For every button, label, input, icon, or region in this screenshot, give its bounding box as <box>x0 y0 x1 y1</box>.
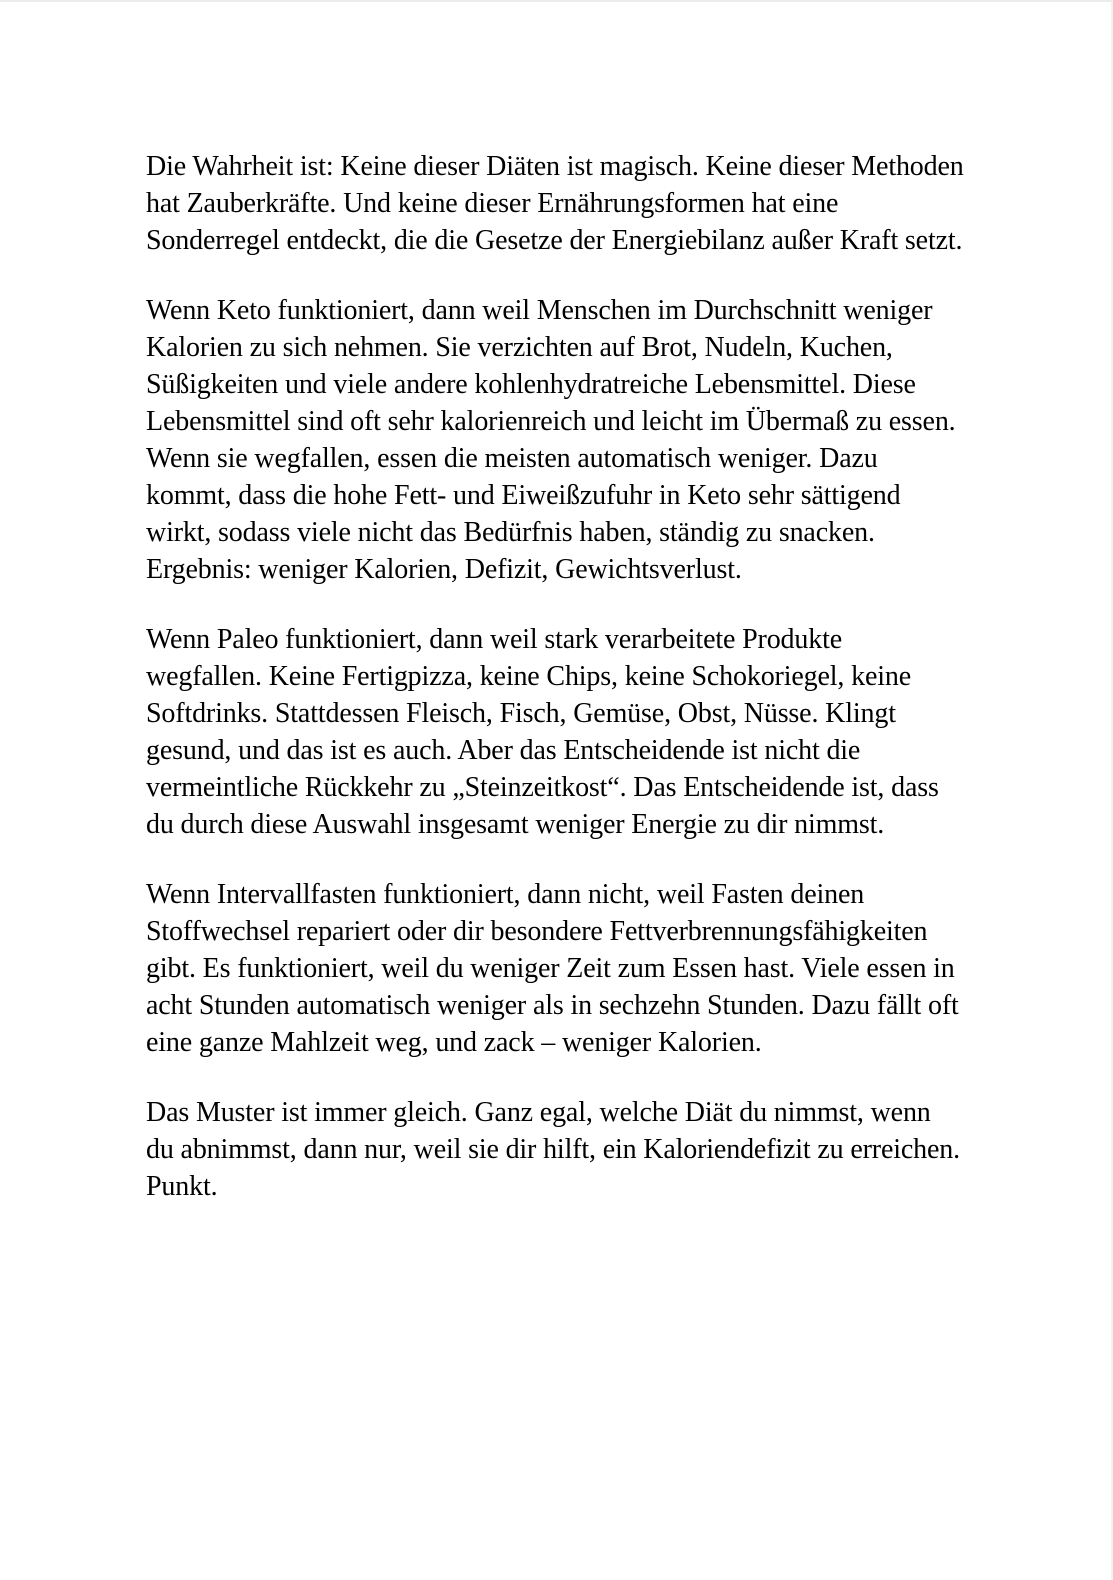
document-body <box>146 148 964 1238</box>
paragraph-keto: Wenn Keto funktioniert, dann weil Menschen im Durchschnitt weniger Kalorien zu sich nehmen. Sie verzichten auf Brot, Nudeln, Kuchen, Süßigkeiten und viele andere kohlenhydratreiche Lebensmittel. Diese Lebensmittel sind oft sehr kalorienreich und leicht im Übermaß zu essen. Wenn sie wegfallen, essen die meisten automatisch weniger. Dazu kommt, dass die hohe Fett- und Eiweißzufuhr in Keto sehr sättigend wirkt, sodass viele nicht das Bedürfnis haben, ständig zu snacken. Ergebnis: weniger Kalorien, Defizit, Gewichtsverlust. <box>146 295 956 585</box>
paragraph-intervallfasten: Wenn Intervallfasten funktioniert, dann nicht, weil Fasten deinen Stoffwechsel repariert oder dir besondere Fettverbrennungsfähigkeiten gibt. Es funktioniert, weil du weniger Zeit zum Essen hast. Viele essen in acht Stunden automatisch weniger als in sechzehn Stunden. Dazu fällt oft eine ganze Mahlzeit weg, und zack – weniger Kalorien. <box>146 879 959 1058</box>
paragraph-conclusion: Das Muster ist immer gleich. Ganz egal, welche Diät du nimmst, wenn du abnimmst, dann nur, weil sie dir hilft, ein Kaloriendefizit zu erreichen. Punkt. <box>146 1097 960 1202</box>
paragraph-paleo: Wenn Paleo funktioniert, dann weil stark verarbeitete Produkte wegfallen. Keine Fertigpizza, keine Chips, keine Schokoriegel, keine Softdrinks. Stattdessen Fleisch, Fisch, Gemüse, Obst, Nüsse. Klingt gesund, und das ist es auch. Aber das Entscheidende ist nicht die vermeintliche Rückkehr zu „Steinzeitkost“. Das Entscheidende ist, dass du durch diese Auswahl insgesamt weniger Energie zu dir nimmst. <box>146 624 939 840</box>
paragraph-intro: Die Wahrheit ist: Keine dieser Diäten ist magisch. Keine dieser Methoden hat Zauberkräfte. Und keine dieser Ernährungsformen hat eine Sonderregel entdeckt, die die Gesetze der Energiebilanz außer Kraft setzt. <box>146 151 964 256</box>
